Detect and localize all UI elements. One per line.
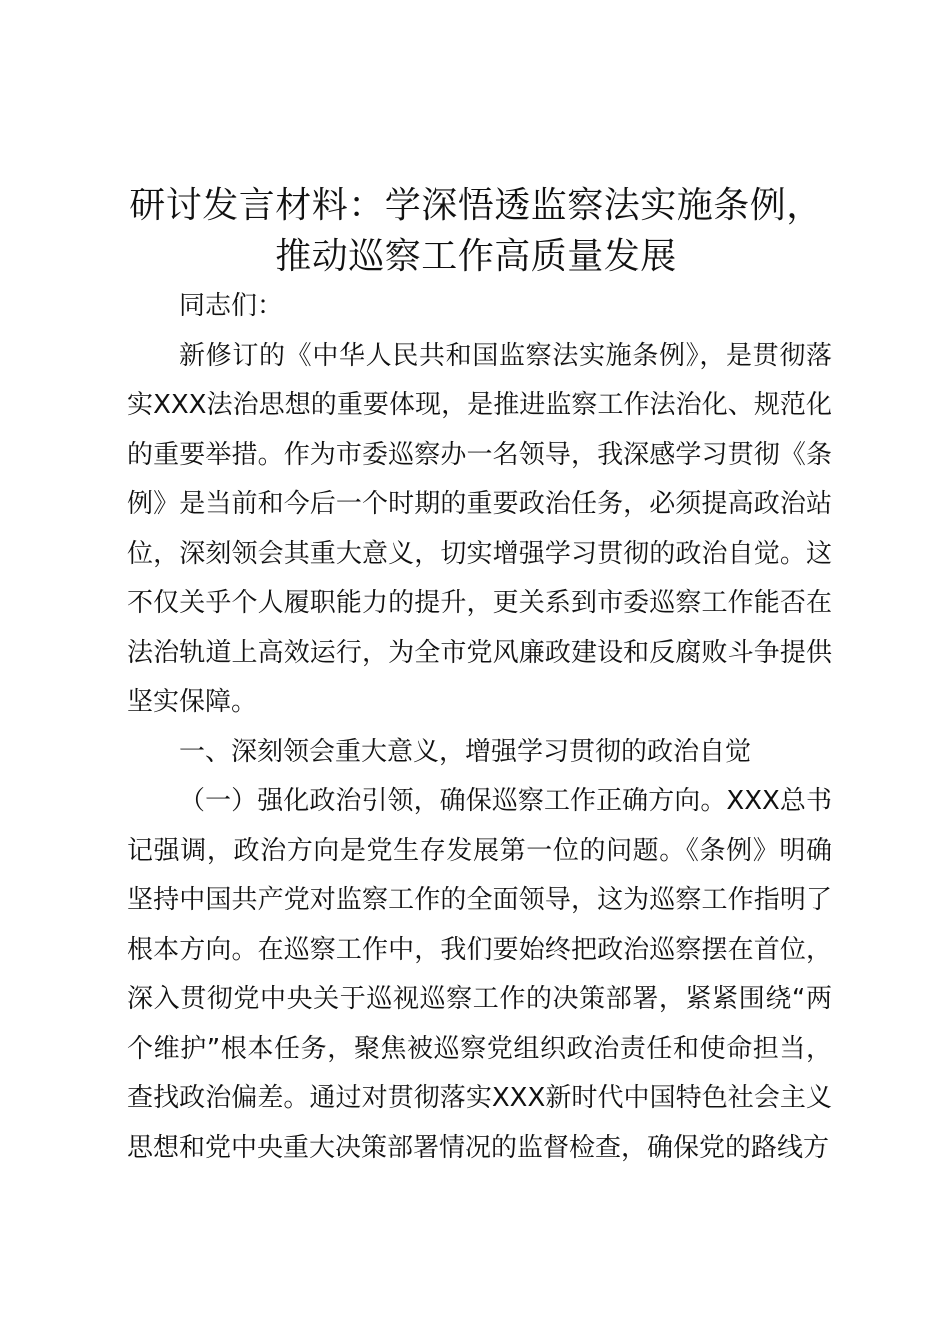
document-body [127,282,832,1173]
salutation: 同志们： [179,291,284,321]
subsection-paragraph: （一）强化政治引领，确保巡察工作正确方向。XXX总书记强调，政治方向是党生存发展第一位的问题。《条例》明确坚持中国共产党对监察工作的全面领导，这为巡察工作指明了根本方向。在巡察工作中，我们要始终把政治巡察摆在首位，深入贯彻党中央关于巡视巡察工作的决策部署，紧紧围绕“两个维护”根本任务，聚焦被巡察党组织政治责任和使命担当，查找政治偏差。通过对贯彻落实XXX新时代中国特色社会主义思想和党中央重大决策部署情况的监督检查，确保党的路线方 [127,786,832,1163]
document-title: 研讨发言材料：学深悟透监察法实施条例，推动巡察工作高质量发展 [129,185,823,277]
section-heading: 一、深刻领会重大意义，增强学习贯彻的政治自觉 [179,736,752,767]
intro-paragraph: 新修订的《中华人民共和国监察法实施条例》，是贯彻落实XXX法治思想的重要体现，是推进监察工作法治化、规范化的重要举措。作为市委巡察办一名领导，我深感学习贯彻《条例》是当前和今后一个时期的重要政治任务，必须提高政治站位，深刻领会其重大意义，切实增强学习贯彻的政治自觉。这不仅关乎个人履职能力的提升，更关系到市委巡察工作能否在法治轨道上高效运行，为全市党风廉政建设和反腐败斗争提供坚实保障。 [127,340,832,717]
